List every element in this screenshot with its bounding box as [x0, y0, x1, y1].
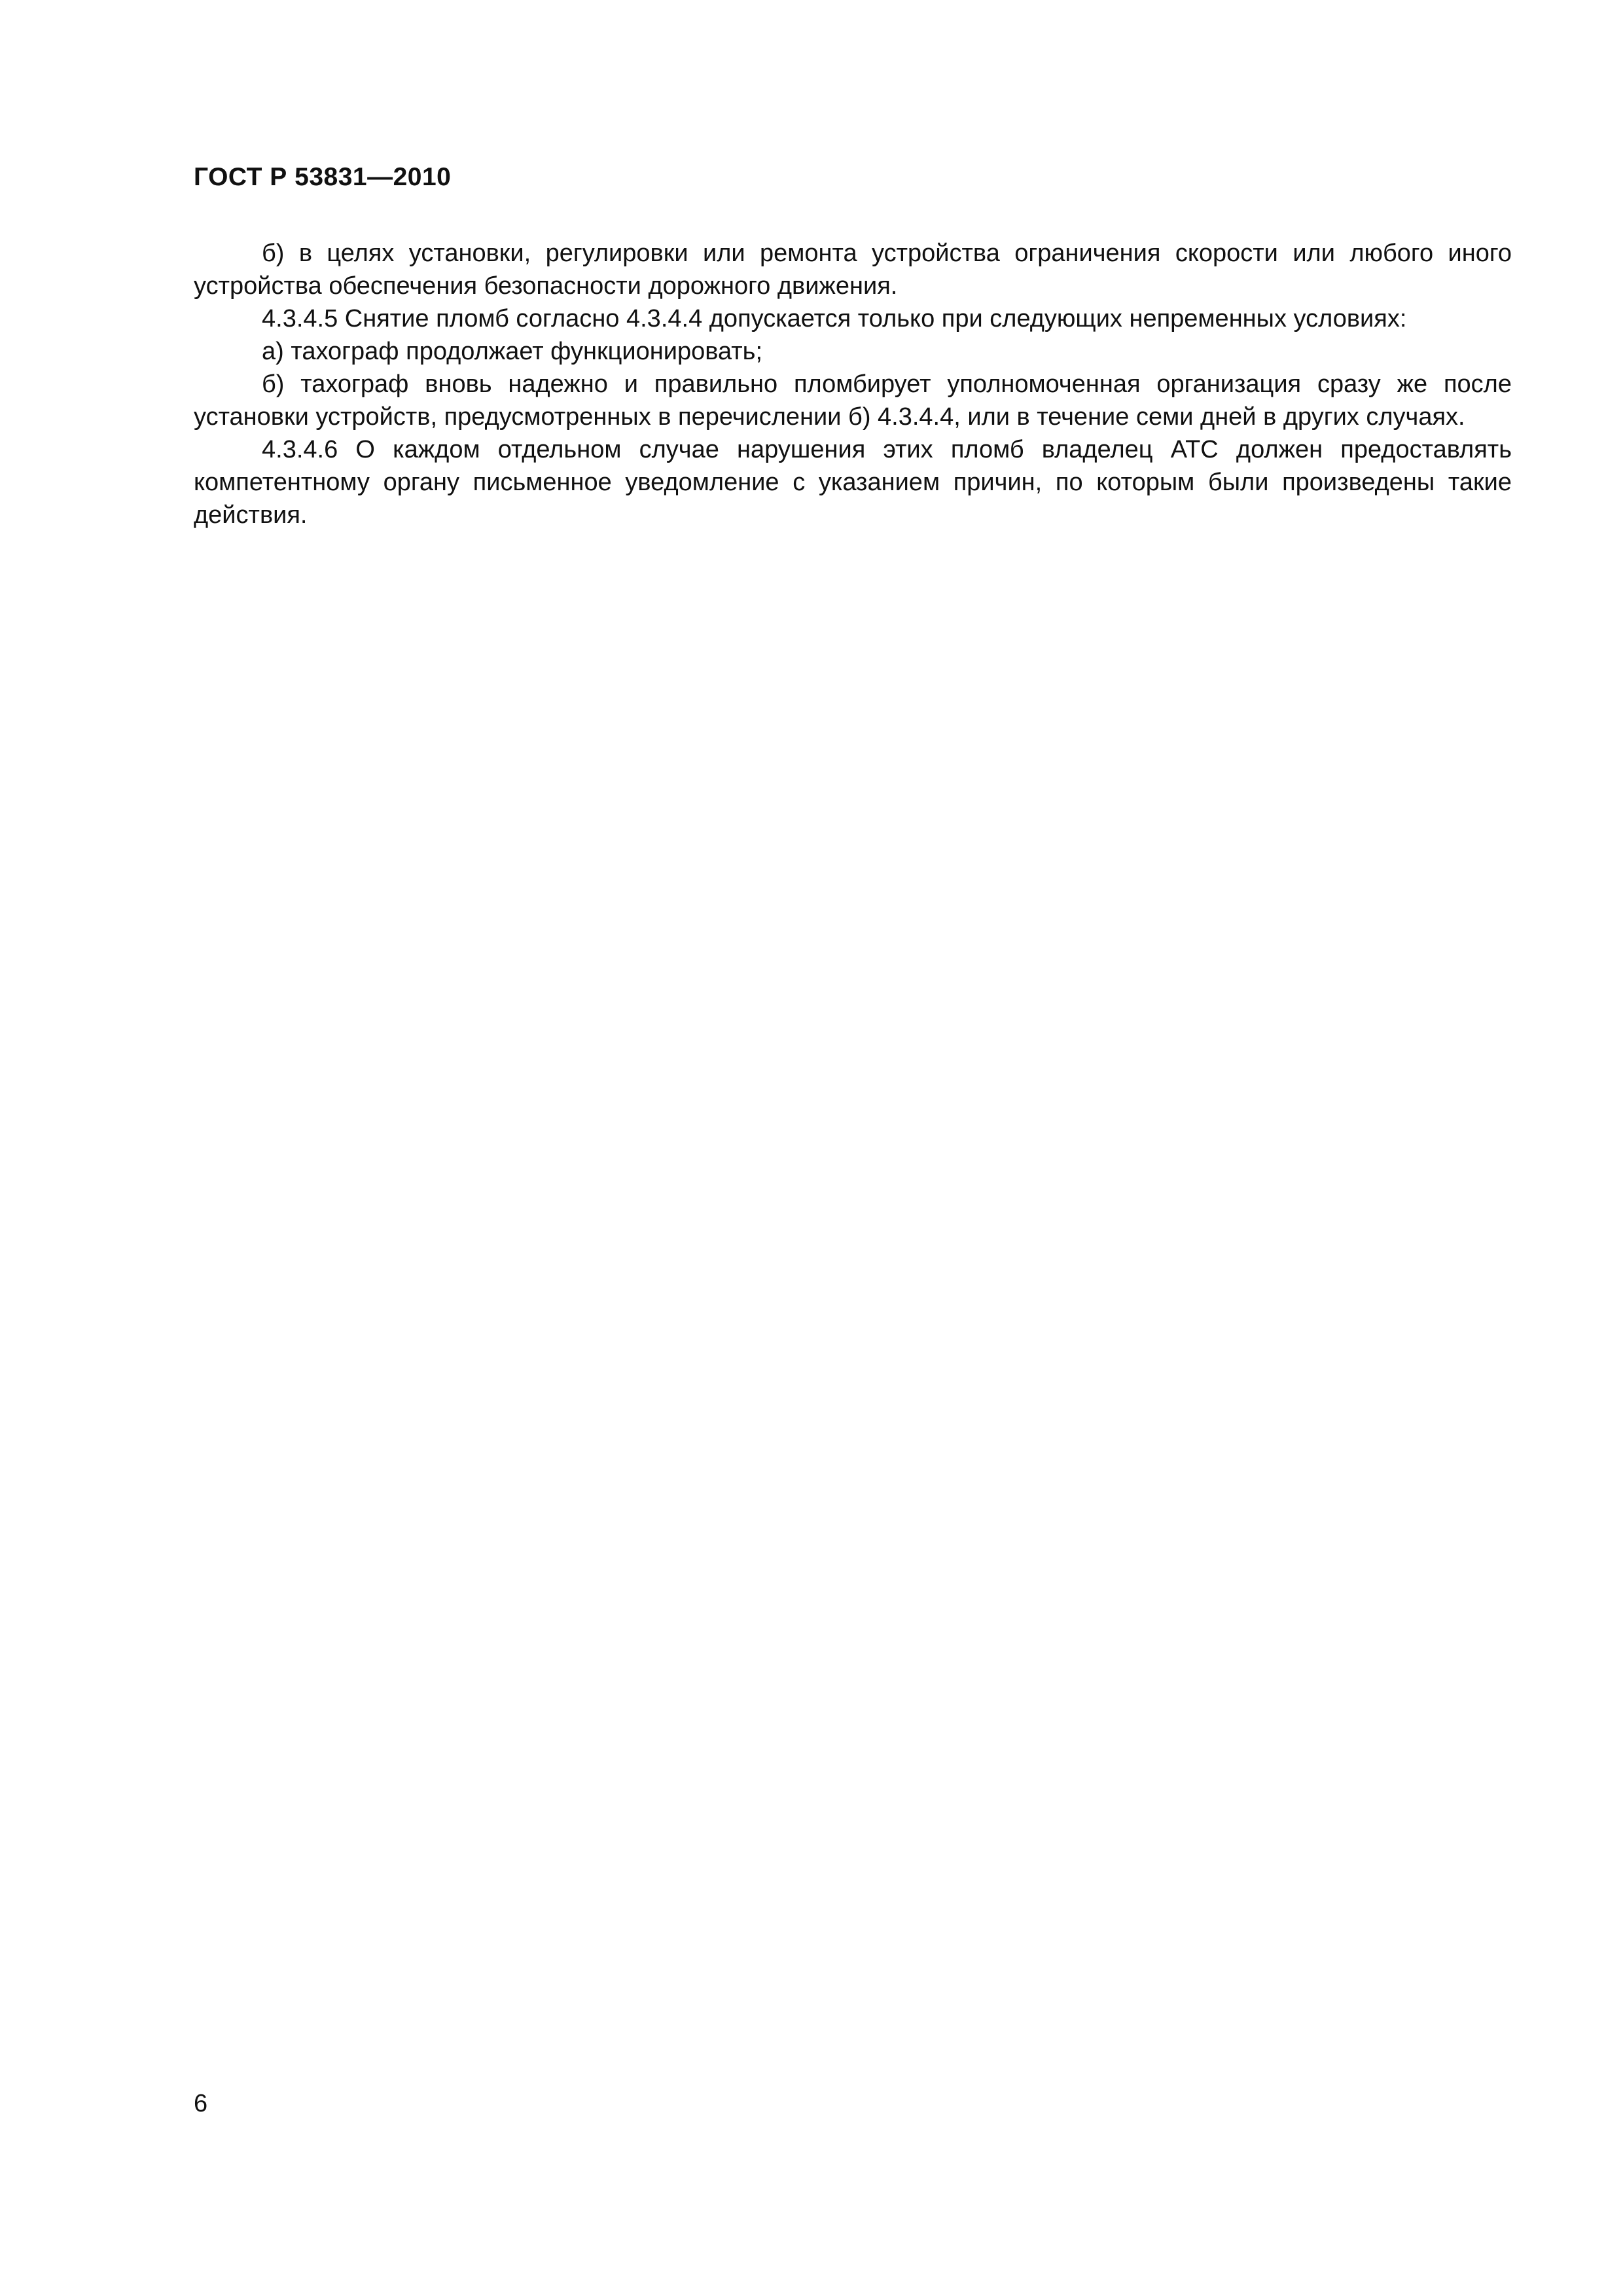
paragraph-4-3-4-5-a: а) тахограф продолжает функционировать;: [262, 338, 763, 365]
document-header: ГОСТ Р 53831—2010: [194, 163, 452, 191]
paragraph-4-3-4-5-b: б) тахограф вновь надежно и правильно пломбирует уполномоченная организация сразу же после установки устройств, предусмотренных в перечислении б) 4.3.4.4, или в течение семи дней в других случаях.: [194, 370, 1512, 431]
page-number: 6: [194, 2090, 208, 2117]
paragraph-4-3-4-6: 4.3.4.6 О каждом отдельном случае нарушения этих пломб владелец АТС должен предоставлять компетентному органу письменное уведомление с указанием причин, по которым были произведены такие действия.: [194, 436, 1512, 529]
document-body: [194, 237, 1512, 531]
paragraph-4-3-4-4-b: б) в целях установки, регулировки или ремонта устройства ограничения скорости или любого иного устройства обеспечения безопасности дорожного движения.: [194, 240, 1512, 300]
paragraph-4-3-4-5: 4.3.4.5 Снятие пломб согласно 4.3.4.4 допускается только при следующих непременных условиях:: [262, 305, 1407, 332]
